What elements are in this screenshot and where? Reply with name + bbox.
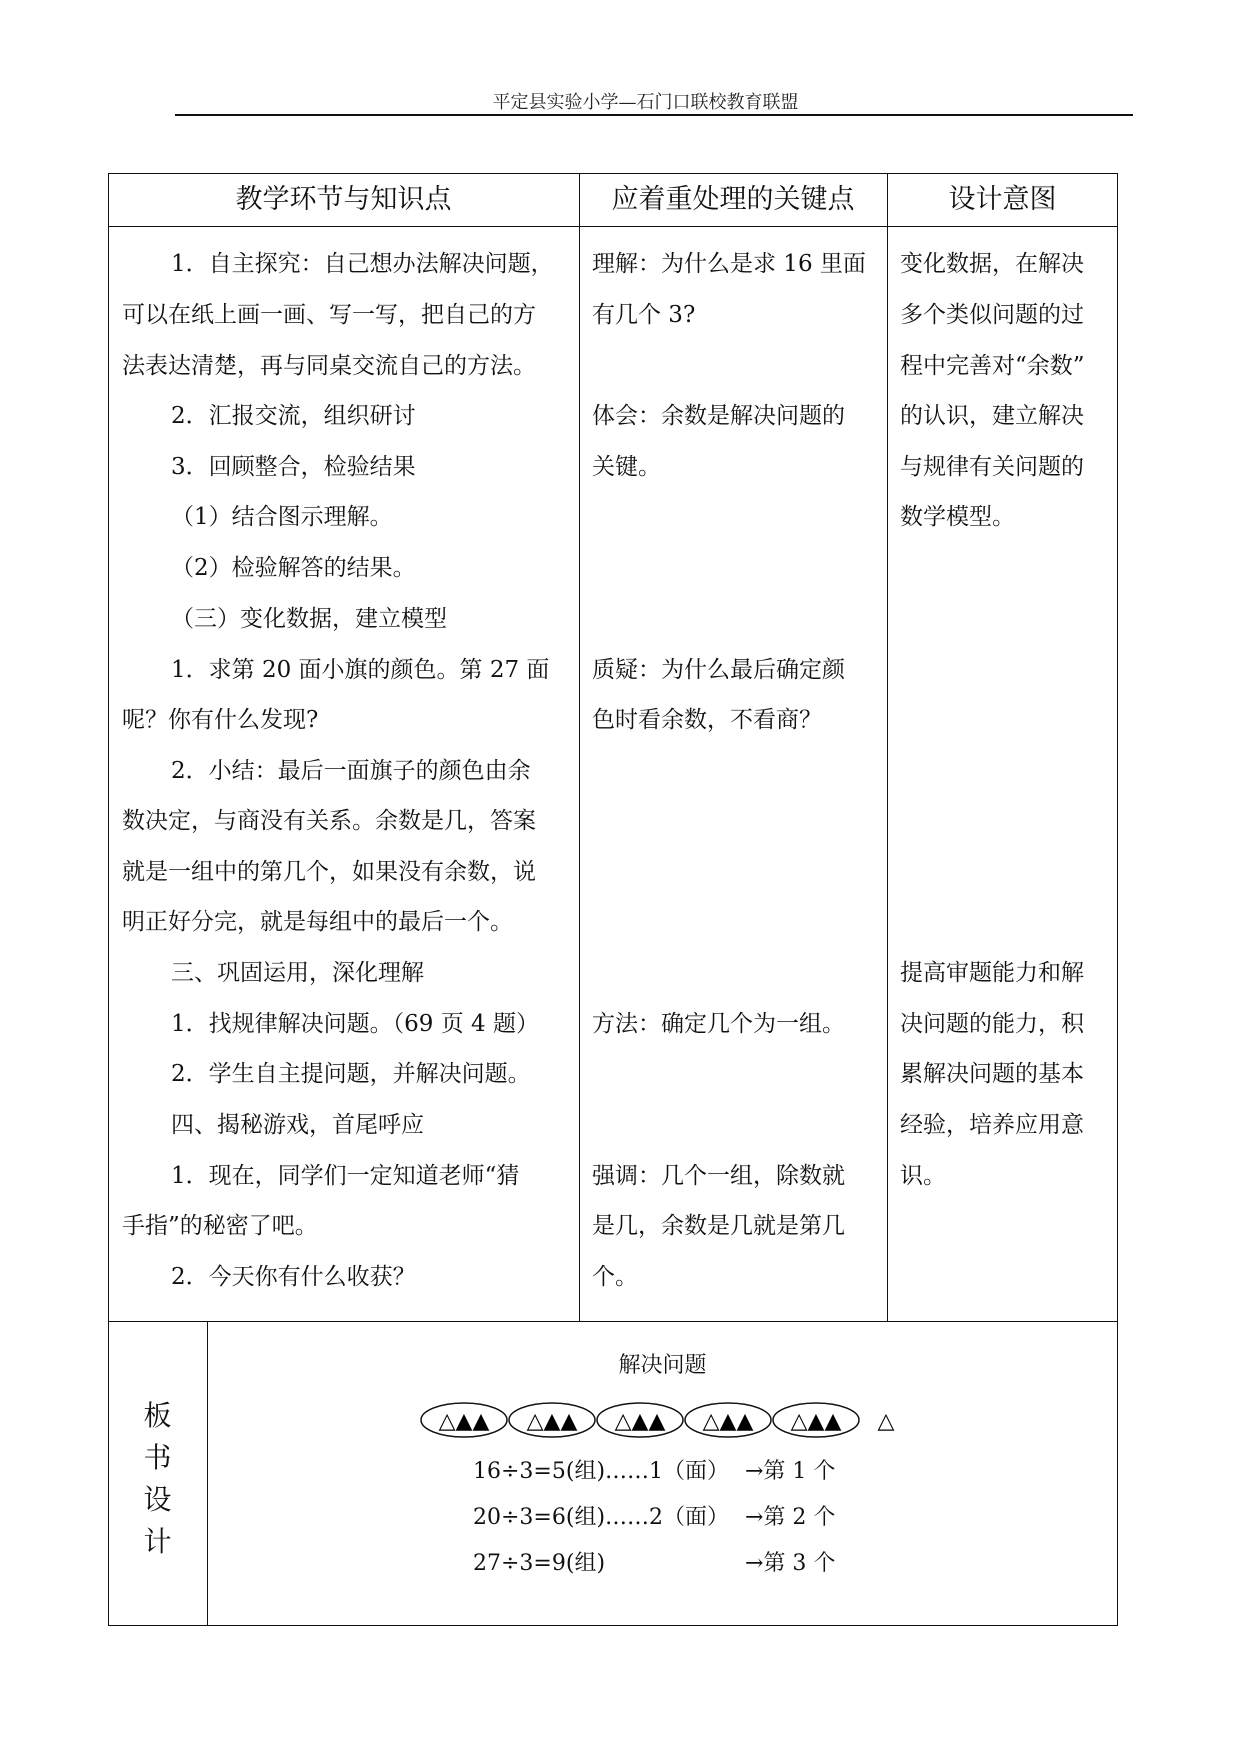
key-point-line: 质疑：为什么最后确定颜 [592,657,845,683]
equation-expr: 16÷3=5(组)……1（面） [473,1459,730,1484]
design-intent-line: 提高审题能力和解 [900,960,1084,986]
teaching-step-line: 1．求第 20 面小旗的颜色。第 27 面 [171,657,550,683]
design-intent-line: 识。 [900,1163,946,1189]
key-point-line: 关键。 [592,454,661,480]
flag-group [421,1403,507,1437]
equation-expr: 27÷3=9(组) [473,1551,606,1576]
teaching-step-line: 数决定，与商没有关系。余数是几，答案 [122,808,536,834]
teaching-step-line: 明正好分完，就是每组中的最后一个。 [122,909,513,935]
board-section-divider [108,1321,1118,1322]
column-header-design-intent: 设计意图 [948,184,1057,215]
key-point-line: 色时看余数，不看商？ [592,707,822,733]
column-divider-2 [887,173,888,1321]
board-design-label [108,1395,207,1563]
column-divider-1 [579,173,580,1321]
design-intent-line: 与规律有关问题的 [900,454,1084,480]
teaching-step-line: 2．今天你有什么收获？ [171,1264,416,1290]
design-intent-line: 决问题的能力，积 [900,1011,1084,1037]
key-point-line: 理解：为什么是求 16 里面 [592,251,866,277]
key-point-line: 是几，余数是几就是第几 [592,1213,845,1239]
board-title: 解决问题 [618,1353,707,1378]
flag-group-text: △▲▲ [702,1409,754,1434]
board-label-char: 书 [143,1441,172,1474]
equation-expr: 20÷3=6(组)……2（面） [473,1505,730,1530]
teaching-step-line: （2）检验解答的结果。 [171,555,416,581]
teaching-step-line: 1．现在，同学们一定知道老师“猜 [171,1163,520,1189]
grouping-diagram [420,1400,900,1440]
key-point-line: 强调：几个一组，除数就 [592,1163,845,1189]
teaching-step-line: （三）变化数据，建立模型 [171,606,447,632]
teaching-step-line: 1．找规律解决问题。（69 页 4 题） [171,1011,539,1037]
design-intent-line: 数学模型。 [900,504,1015,530]
equation-result: →第 2 个 [745,1505,836,1530]
flag-group-text: △▲▲ [438,1409,490,1434]
equation-result: →第 1 个 [745,1459,836,1484]
column-header-key-points: 应着重处理的关键点 [611,184,855,215]
column-header-teaching-steps: 教学环节与知识点 [235,184,452,215]
teaching-step-line: 可以在纸上画一画、写一写，把自己的方 [122,302,536,328]
key-point-line: 个。 [592,1264,638,1290]
flag-group-text: △▲▲ [614,1409,666,1434]
design-intent-line: 的认识，建立解决 [900,403,1084,429]
teaching-step-line: 1．自主探究：自己想办法解决问题， [171,251,554,277]
flag-group-text: △▲▲ [790,1409,842,1434]
design-intent-line: 经验，培养应用意 [900,1112,1084,1138]
teaching-step-line: 2．学生自主提问题，并解决问题。 [171,1061,531,1087]
teaching-step-line: 法表达清楚，再与同桌交流自己的方法。 [122,353,536,379]
design-intent-line: 变化数据，在解决 [900,251,1084,277]
header-divider [175,114,1133,116]
design-intent-line: 程中完善对“余数” [900,353,1085,379]
teaching-step-line: 四、揭秘游戏，首尾呼应 [171,1112,424,1138]
teaching-step-line: （1）结合图示理解。 [171,504,393,530]
flag-group [509,1403,595,1437]
board-label-char: 板 [143,1399,172,1432]
header-row-divider [108,226,1118,227]
equation-result: →第 3 个 [745,1551,836,1576]
teaching-step-line: 2．汇报交流，组织研讨 [171,403,416,429]
page-header-title: 平定县实验小学—石门口联校教育联盟 [492,92,799,113]
board-label-char: 计 [143,1525,172,1558]
design-intent-line: 多个类似问题的过 [900,302,1084,328]
flag-group-text: △▲▲ [526,1409,578,1434]
key-point-line: 方法：确定几个为一组。 [592,1011,845,1037]
teaching-step-line: 2．小结：最后一面旗子的颜色由余 [171,758,531,784]
flag-group [597,1403,683,1437]
flag-group [773,1403,859,1437]
teaching-step-line: 三、巩固运用，深化理解 [171,960,424,986]
teaching-step-line: 就是一组中的第几个，如果没有余数，说 [122,859,536,885]
teaching-step-line: 呢？你有什么发现? [122,707,319,733]
key-point-line: 有几个 3? [592,302,696,328]
key-point-line: 体会：余数是解决问题的 [592,403,845,429]
board-label-char: 设 [143,1483,172,1516]
teaching-step-line: 手指”的秘密了吧。 [122,1213,318,1239]
remainder-flag: △ [877,1409,895,1434]
design-intent-line: 累解决问题的基本 [900,1061,1084,1087]
flag-group [685,1403,771,1437]
teaching-step-line: 3．回顾整合，检验结果 [171,454,416,480]
